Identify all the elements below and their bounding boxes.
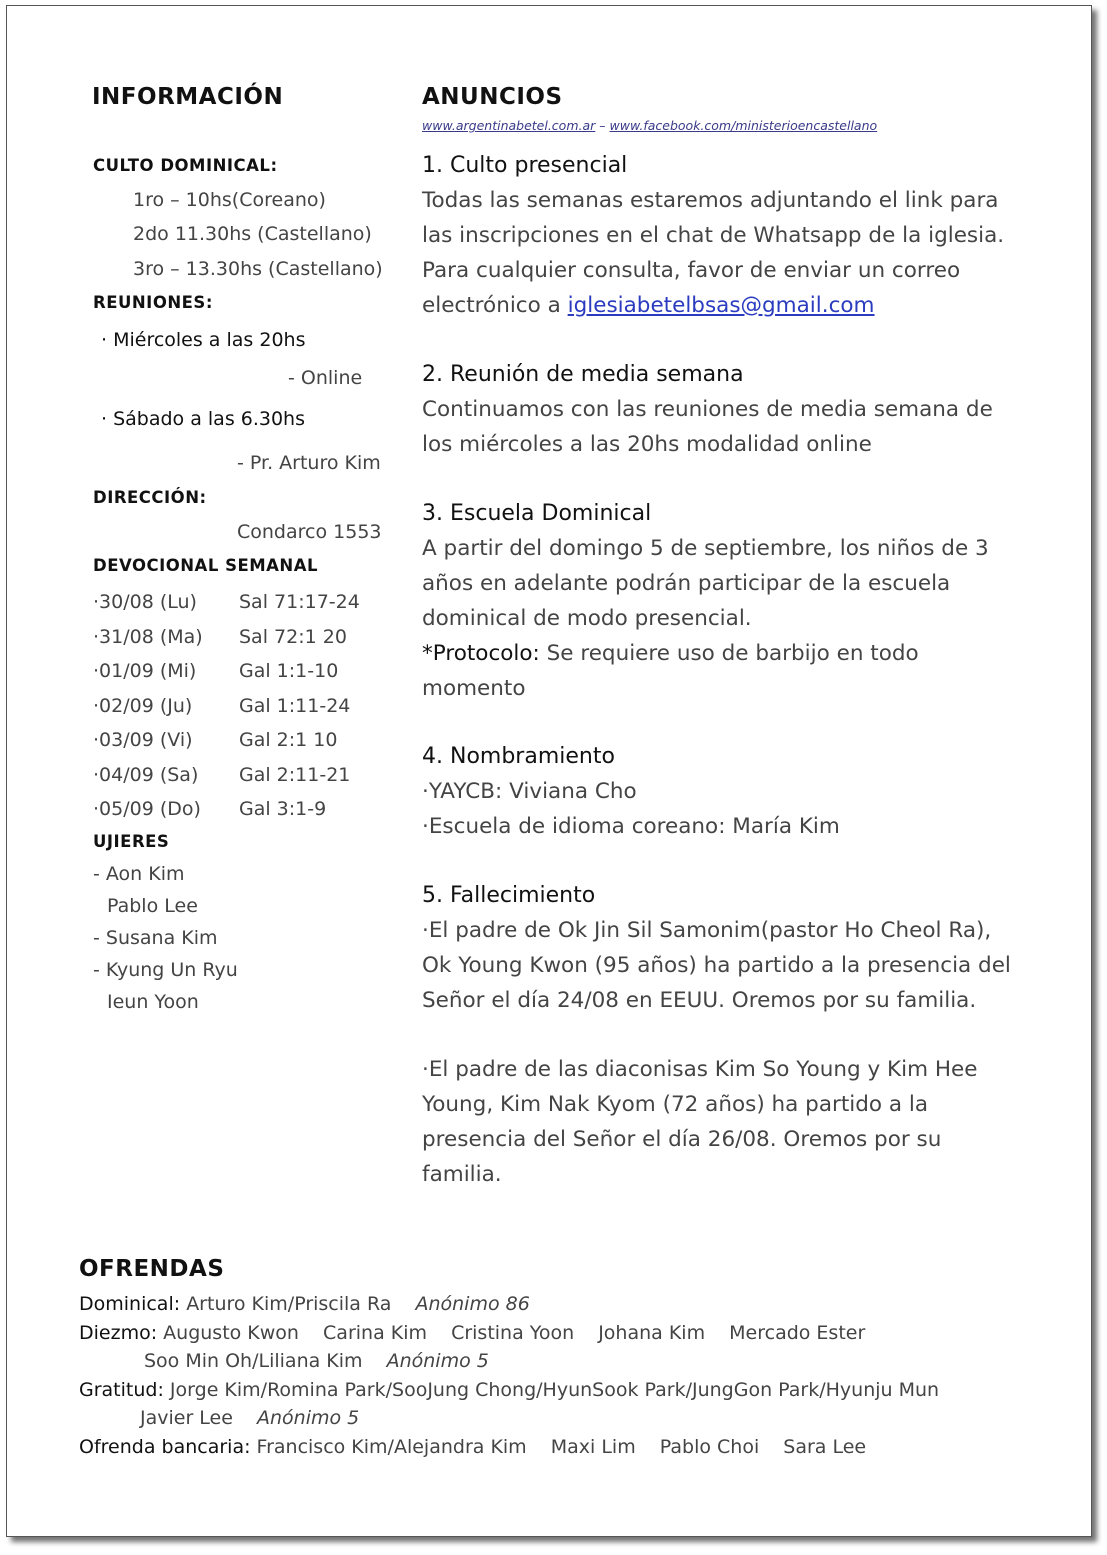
devocional-date: ·01/09 (Mi): [93, 660, 197, 682]
devocional-reference: Gal 3:1-9: [239, 798, 327, 820]
offering-name: Arturo Kim/Priscila Ra: [186, 1293, 392, 1315]
anuncio-email-line: [422, 293, 875, 318]
anuncio-line: ·El padre de las diaconisas Kim So Young y Kim Hee: [422, 1057, 978, 1082]
anuncios-links: [422, 118, 877, 133]
offering-anonymous: Anónimo 86: [415, 1293, 530, 1315]
anuncio-line: A partir del domingo 5 de septiembre, los niños de 3: [422, 536, 989, 561]
reunion-miercoles: · Miércoles a las 20hs: [101, 329, 306, 351]
offering-name: Johana Kim: [598, 1322, 706, 1344]
anuncio-line: Señor el día 24/08 en EEUU. Oremos por su familia.: [422, 988, 977, 1013]
gratitud-label: Gratitud:: [79, 1379, 164, 1401]
info-title: INFORMACIÓN: [92, 84, 284, 110]
ujier-item: Ieun Yoon: [107, 991, 199, 1013]
offering-name: Cristina Yoon: [451, 1322, 575, 1344]
devocional-reference: Sal 72:1 20: [239, 625, 347, 648]
anuncio-heading-4: 4. Nombramiento: [422, 744, 615, 769]
ujier-item: - Aon Kim: [93, 863, 185, 885]
offering-name: Francisco Kim/Alejandra Kim: [256, 1436, 527, 1458]
direccion-heading: DIRECCIÓN:: [93, 488, 207, 507]
devocional-date: ·05/09 (Do): [93, 798, 201, 820]
anuncio-line: momento: [422, 676, 526, 701]
reunion-sabado: · Sábado a las 6.30hs: [101, 408, 305, 430]
anuncio-line: Ok Young Kwon (95 años) ha partido a la presencia del: [422, 953, 1011, 978]
facebook-link[interactable]: www.facebook.com/ministerioencastellano: [609, 118, 878, 133]
reunion-miercoles-note: - Online: [288, 367, 363, 389]
ofrenda-diezmo-row: [79, 1322, 865, 1344]
ofrenda-gratitud-row: [79, 1379, 939, 1401]
anuncio-line: Para cualquier consulta, favor de enviar un correo: [422, 258, 961, 283]
anuncio-heading-3: 3. Escuela Dominical: [422, 501, 652, 526]
protocolo-label: *Protocolo:: [422, 641, 540, 666]
anuncio-line: Continuamos con las reuniones de media semana de: [422, 397, 993, 422]
reunion-sabado-note: - Pr. Arturo Kim: [237, 452, 381, 474]
offering-name: Mercado Ester: [729, 1322, 866, 1344]
culto-line-2: 2do 11.30hs (Castellano): [133, 223, 372, 245]
devocional-reference: Gal 1:11-24: [239, 694, 351, 717]
protocolo-line: [422, 641, 919, 666]
ofrenda-gratitud-row-2: [140, 1407, 359, 1429]
protocolo-text: Se requiere uso de barbijo en todo: [539, 641, 919, 666]
anuncio-heading-2: 2. Reunión de media semana: [422, 362, 744, 387]
anuncio-line: las inscripciones en el chat de Whatsapp de la iglesia.: [422, 223, 1005, 248]
devocional-reference: Gal 1:1-10: [239, 660, 339, 682]
devocional-date: ·02/09 (Ju): [93, 694, 193, 717]
dominical-label: Dominical:: [79, 1293, 181, 1315]
offering-name: Augusto Kwon: [163, 1322, 299, 1344]
culto-line-1: 1ro – 10hs(Coreano): [133, 189, 326, 211]
anuncio-heading-1: 1. Culto presencial: [422, 153, 628, 178]
devocional-reference: Gal 2:11-21: [239, 763, 351, 786]
anuncio-line: dominical de modo presencial.: [422, 606, 752, 631]
anuncio-line: años en adelante podrán participar de la escuela: [422, 571, 951, 596]
devocional-date: ·03/09 (Vi): [93, 729, 193, 751]
bulletin-page: [6, 5, 1092, 1537]
culto-heading: CULTO DOMINICAL:: [93, 156, 278, 175]
anuncio-line: ·El padre de Ok Jin Sil Samonim(pastor Ho Cheol Ra),: [422, 918, 992, 943]
devocional-reference: Gal 2:1 10: [239, 729, 338, 751]
offering-name: Carina Kim: [323, 1322, 428, 1344]
website-link[interactable]: www.argentinabetel.com.ar: [422, 118, 596, 133]
anuncio-line: familia.: [422, 1162, 502, 1187]
offering-name: Maxi Lim: [550, 1436, 636, 1458]
ofrenda-bancaria-row: [79, 1436, 866, 1458]
ofrendas-title: OFRENDAS: [79, 1256, 225, 1282]
ofrenda-dominical-row: [79, 1293, 530, 1315]
devocional-date: ·31/08 (Ma): [93, 625, 203, 648]
devocional-date: ·04/09 (Sa): [93, 763, 199, 786]
offering-name: Jorge Kim/Romina Park/SooJung Chong/HyunSook Park/JungGon Park/Hyunju Mun: [169, 1379, 940, 1401]
offering-name: Sara Lee: [783, 1436, 867, 1458]
ujier-item: - Kyung Un Ryu: [93, 959, 238, 981]
anuncio-heading-5: 5. Fallecimiento: [422, 883, 596, 908]
anuncio-line: Young, Kim Nak Kyom (72 años) ha partido a la: [422, 1092, 929, 1117]
anuncio-line: ·YAYCB: Viviana Cho: [422, 779, 637, 804]
direccion-value: Condarco 1553: [237, 521, 382, 543]
devocional-reference: Sal 71:17-24: [239, 591, 360, 613]
ujier-item: Pablo Lee: [107, 895, 198, 917]
anuncio-line: Todas las semanas estaremos adjuntando el link para: [422, 188, 999, 213]
offering-name: Pablo Choi: [659, 1436, 760, 1458]
diezmo-label: Diezmo:: [79, 1322, 158, 1344]
offering-name: Javier Lee: [140, 1407, 233, 1429]
ofrenda-diezmo-row-2: [144, 1350, 489, 1372]
offering-name: Soo Min Oh/Liliana Kim: [144, 1350, 363, 1372]
bancaria-label: Ofrenda bancaria:: [79, 1436, 251, 1458]
offering-anonymous: Anónimo 5: [386, 1350, 489, 1372]
email-link[interactable]: iglesiabetelbsas@gmail.com: [567, 293, 875, 318]
link-separator: –: [599, 118, 606, 133]
offering-anonymous: Anónimo 5: [257, 1407, 360, 1429]
ujieres-heading: UJIERES: [93, 832, 170, 851]
email-prefix: electrónico a: [422, 293, 568, 318]
ujier-item: - Susana Kim: [93, 927, 218, 949]
reuniones-heading: REUNIONES:: [93, 293, 213, 312]
devocional-date: ·30/08 (Lu): [93, 591, 197, 613]
anuncio-line: presencia del Señor el día 26/08. Oremos por su: [422, 1127, 942, 1152]
anuncios-title: ANUNCIOS: [422, 84, 563, 110]
devocional-heading: DEVOCIONAL SEMANAL: [93, 556, 319, 575]
culto-line-3: 3ro – 13.30hs (Castellano): [133, 258, 383, 280]
anuncio-line: ·Escuela de idioma coreano: María Kim: [422, 814, 840, 839]
anuncio-line: los miércoles a las 20hs modalidad online: [422, 432, 872, 457]
